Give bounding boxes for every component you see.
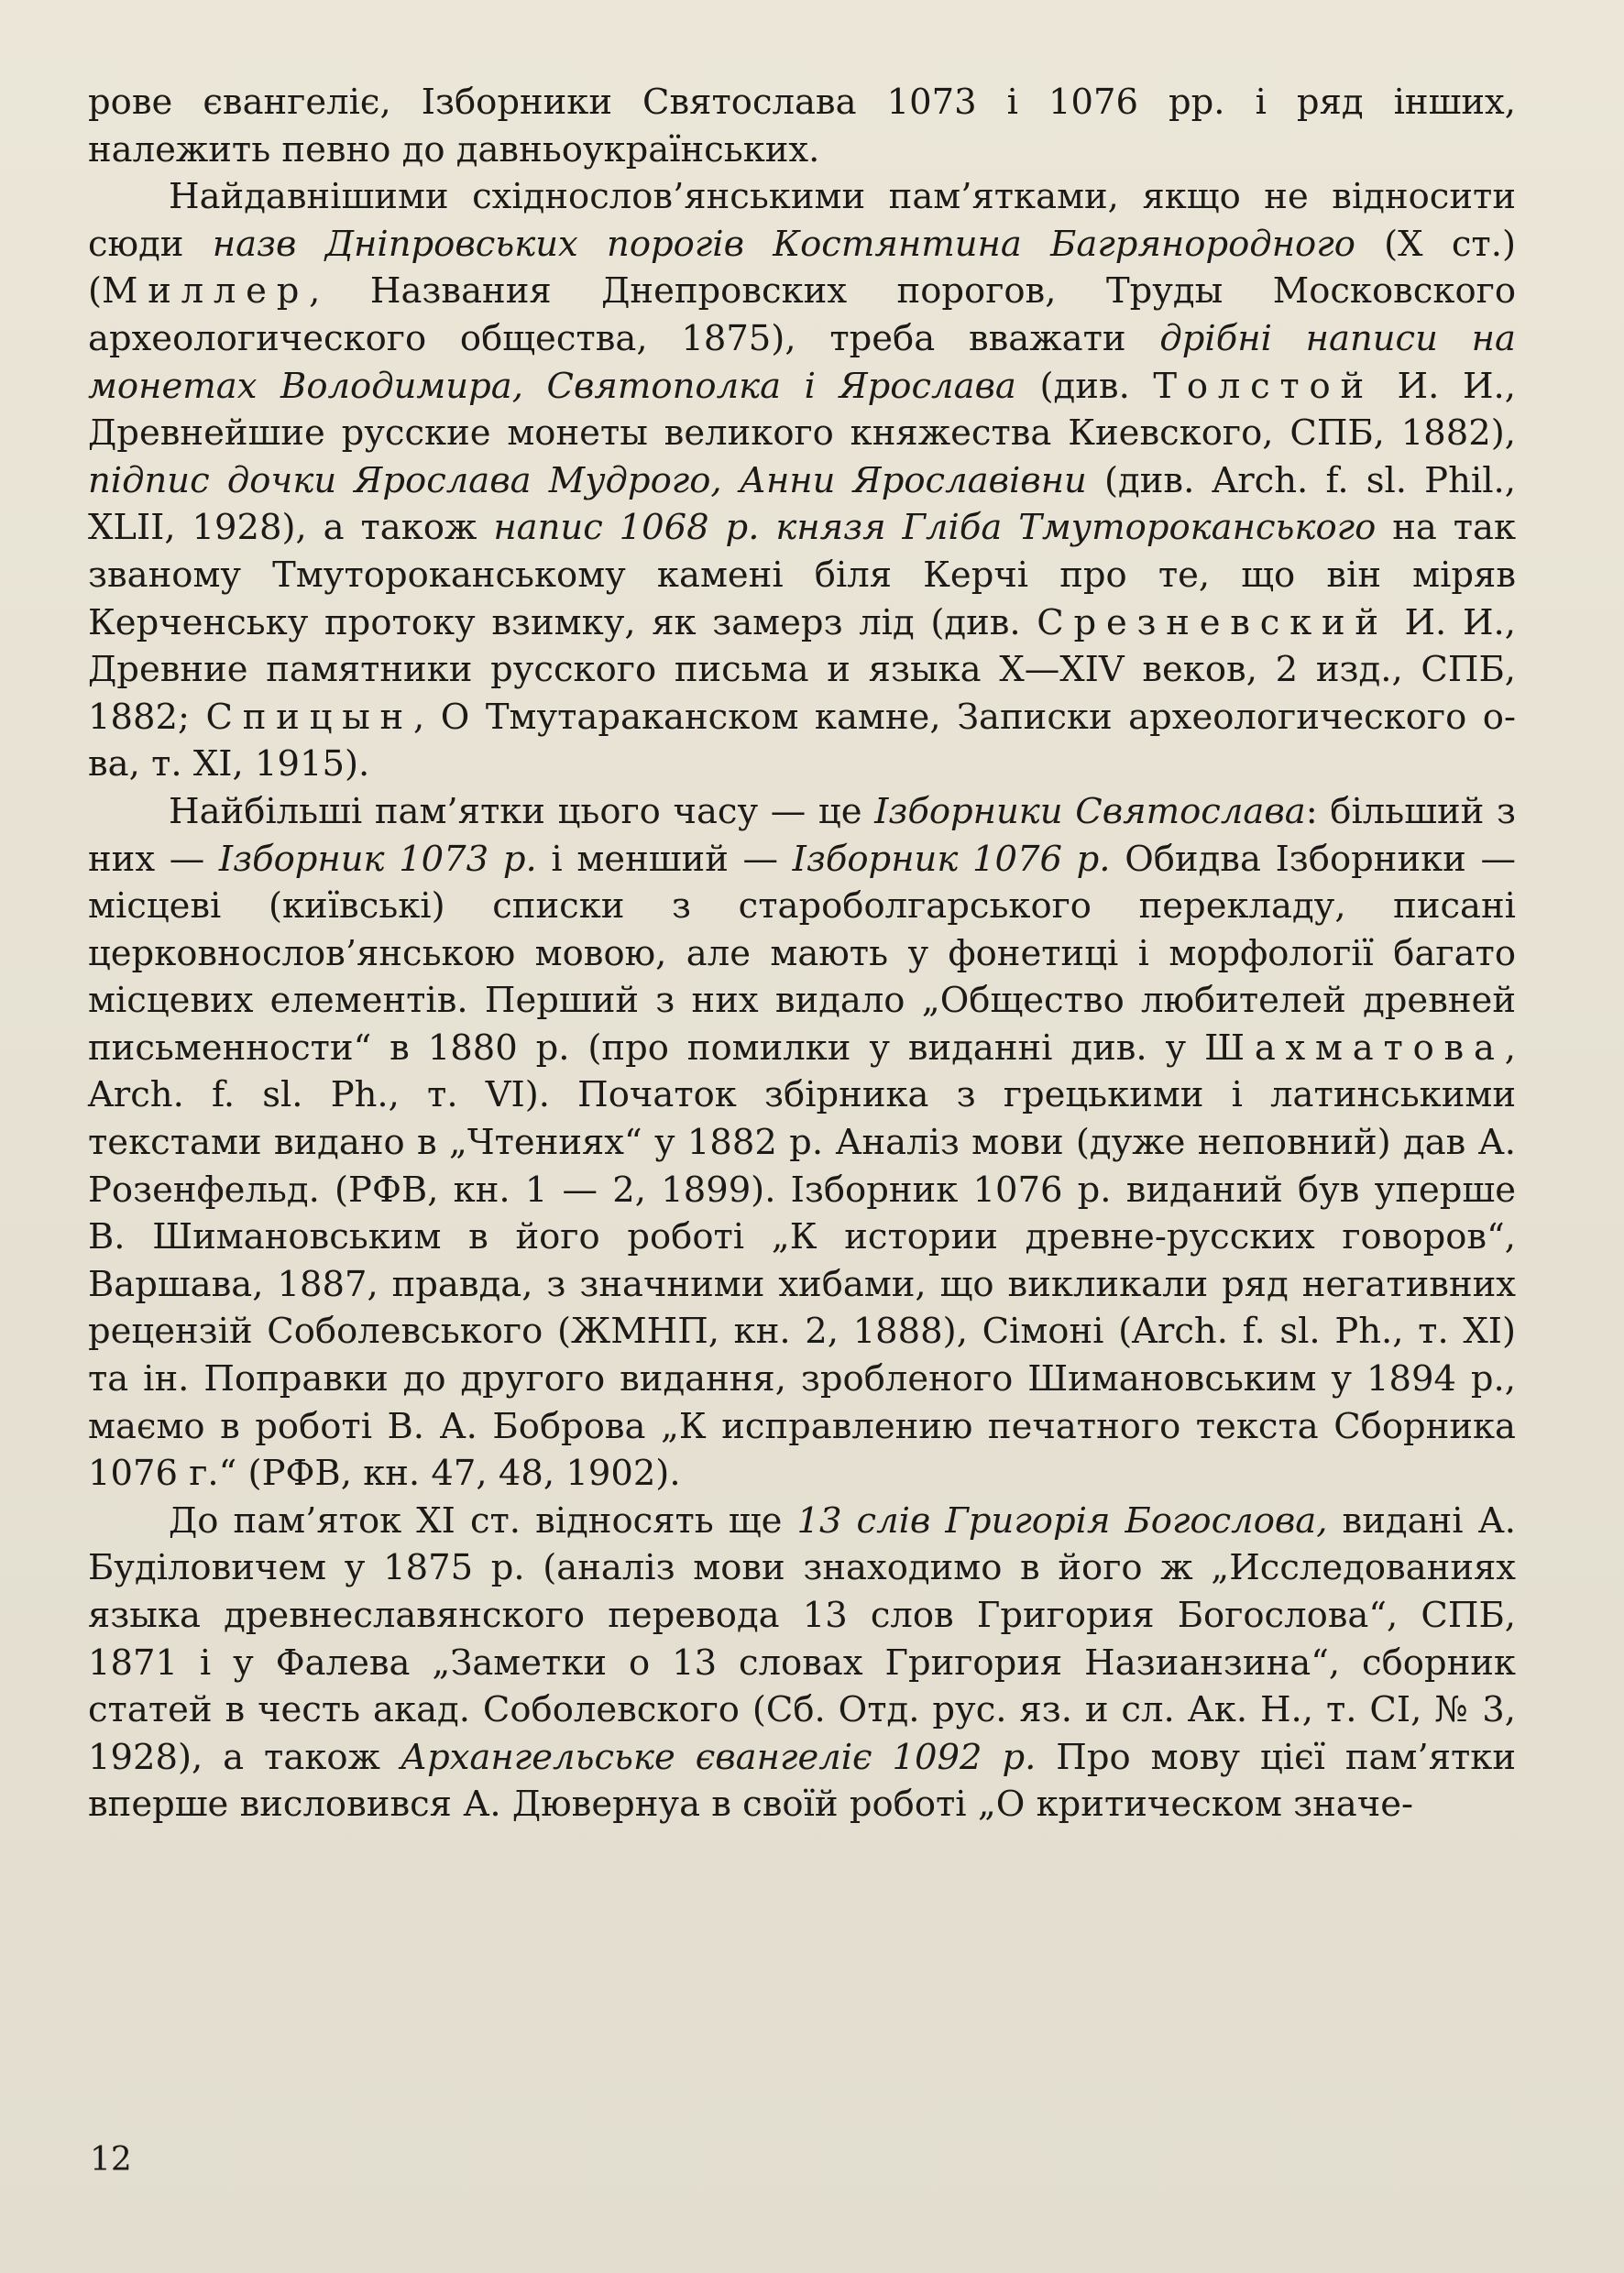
spaced-author-name: Спицын — [205, 696, 413, 738]
paragraph — [88, 79, 1516, 173]
spaced-author-name: Толстой — [1153, 365, 1374, 407]
text-run: і менший — — [536, 838, 793, 880]
text-run: видані А. Буділовичем у 1875 р. (аналіз мови знаходимо в його ж „Исследованиях языка древнеславянского перевода 13 слов Григория Богослова“, СПБ, 1871 і у Фалева „Заметки о 13 словах Григория Назианзина“, сборник статей в честь акад. Соболевского (Сб. Отд. рус. яз. и сл. Ак. Н., т. CI, № 3, 1928), а також — [88, 1499, 1516, 1778]
italic-text: Ізборник 1076 р. — [792, 838, 1111, 880]
paragraph — [88, 173, 1516, 788]
italic-text: Архангельське євангеліє 1092 р. — [400, 1736, 1037, 1778]
paragraph — [88, 788, 1516, 1498]
text-run: Про мову цієї пам’ятки вперше висловився А. Дювернуа в своїй роботі „О критическом значе- — [88, 1736, 1517, 1826]
italic-text: дрібні написи на монетах Володимира, Святополка і Ярослава — [88, 317, 1516, 407]
italic-text: підпис дочки Ярослава Мудрого, Анни Ярославівни — [88, 459, 1087, 501]
text-run: До пам’яток XI ст. відносять ще — [169, 1499, 797, 1542]
text-run: И. И., Древнейшие русские монеты великого княжества Киевского, СПБ, 1882), — [88, 365, 1516, 455]
text-run: Найдавнішими східнослов’янськими пам’ятками, якщо не відносити сюди — [88, 176, 1516, 265]
italic-text: назв Дніпровських порогів Костянтина Багрянородного — [212, 223, 1355, 265]
body-text — [88, 79, 1516, 1828]
text-run: , Arch. f. sl. Ph., т. VI). Початок збірника з грецькими і латинськими текстами видано в „Чтениях“ у 1882 р. Аналіз мови (дуже неповний) дав А. Розенфельд. (РФВ, кн. 1 — 2, 1899). Ізборник 1076 р. виданий був уперше В. Шимановським в його роботі „К истории древне-русских говоров“, Варшава, 1887, правда, з значними хибами, що викликали ряд негативних рецензій Соболевського (ЖМНП, кн. 2, 1888), Сімоні (Arch. f. sl. Ph., т. XI) та ін. Поправки до другого видання, зробленого Шимановським у 1894 р., маємо в роботі В. А. Боброва „К исправлению печатного текста Сборника 1076 г.“ (РФВ, кн. 47, 48, 1902). — [88, 1027, 1516, 1495]
italic-text: 13 слів Григорія Богослова, — [796, 1499, 1328, 1542]
text-run: на так званому Тмутороканському камені біля Керчі про те, що він міряв Керченську протоку взимку, як замерз лід (див. — [88, 507, 1517, 643]
text-run: рове євангеліє, Ізборники Святослава 1073 і 1076 рр. і ряд інших, належить певно до давньоукраїнських. — [88, 82, 1516, 170]
text-run: (X ст.) ( — [88, 223, 1516, 313]
spaced-author-name: Срезневский — [1037, 601, 1388, 643]
italic-text: Ізборник 1073 р. — [218, 838, 537, 880]
page-number: 12 — [90, 2141, 132, 2179]
text-run: , Названия Днепровских порогов, Труды Московского археологического общества, 1875), треба вважати — [88, 270, 1516, 359]
italic-text: Ізборники Святослава — [874, 790, 1306, 832]
paragraph — [88, 1498, 1516, 1828]
italic-text: напис 1068 р. князя Гліба Тмутороканського — [493, 507, 1377, 549]
spaced-author-name: Миллер — [102, 270, 310, 313]
spaced-author-name: Шахматова — [1204, 1027, 1505, 1069]
text-run: (див. Arch. f. sl. Phil., XLII, 1928), а також — [88, 459, 1516, 549]
text-run: И. И., Древние памятники русского письма и языка X—XIV веков, 2 изд., СПБ, 1882; — [88, 601, 1516, 738]
text-run: Найбільші пам’ятки цього часу — це — [169, 790, 875, 832]
text-run: (див. — [1015, 365, 1154, 407]
text-run: Обидва Ізборники — місцеві (київські) списки з староболгарського перекладу, писані церковнослов’янською мовою, але мають у фонетиці і морфології багато місцевих елементів. Перший з них видало „Общество любителей древней письменности“ в 1880 р. (про помилки у виданні див. у — [88, 838, 1516, 1069]
text-run: : більший з них — — [88, 790, 1516, 880]
text-run: , О Тмутараканском камне, Записки археологического о-ва, т. XI, 1915). — [88, 696, 1516, 785]
